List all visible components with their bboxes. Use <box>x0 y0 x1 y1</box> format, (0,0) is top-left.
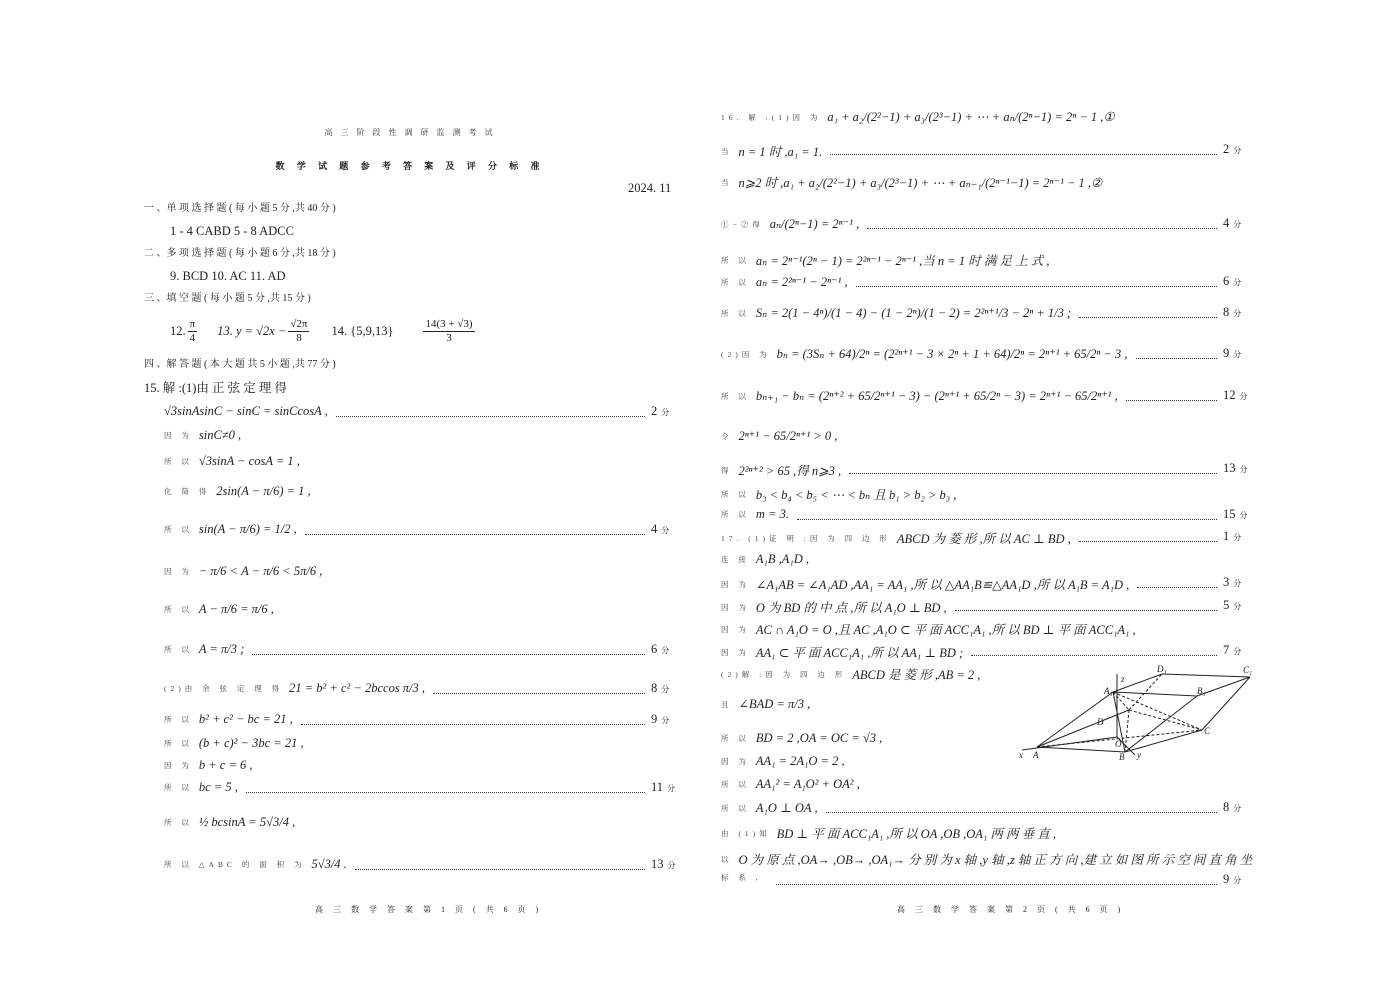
solution-line <box>721 754 845 769</box>
line-label: (2)解 :因 为 四 边 形 <box>721 669 847 679</box>
label-b: B <box>1119 752 1125 762</box>
solution-line <box>164 454 300 469</box>
solution-line <box>164 712 293 727</box>
solution-line <box>164 736 304 751</box>
solution-line <box>721 142 822 160</box>
line-expression: aₙ = 2ⁿ⁻¹(2ⁿ − 1) = 2²ⁿ⁻¹ − 2ⁿ⁻¹ ,当 n = 1 时 满 足 上 式 , <box>755 254 1050 268</box>
q12-label: 12. <box>170 324 186 338</box>
solution-line <box>721 173 1102 191</box>
line-expression: 5√3/4 . <box>311 857 347 871</box>
line-label: 因 为 <box>721 624 750 634</box>
score-unit: 分 <box>661 408 670 417</box>
leader-dots <box>1136 358 1218 359</box>
q13-fraction: $\frac{√2\pi}{8}$ <box>290 318 308 344</box>
label-x: x <box>1019 750 1023 760</box>
line-expression: 2²ⁿ⁺² > 65 ,得 n⩾3 , <box>738 464 842 478</box>
solution-line <box>164 602 274 617</box>
leader-dots <box>1079 317 1217 318</box>
label-d: D <box>1097 717 1104 727</box>
solution-line <box>721 346 1128 362</box>
section-2-heading: 二 、多 项 选 择 题 ( 每 小 题 6 分 ,共 18 分 ) <box>144 248 336 259</box>
leader-dots <box>797 519 1217 520</box>
edge-ab <box>1037 747 1125 752</box>
leader-dots <box>1137 587 1217 588</box>
score-marker <box>651 857 676 872</box>
label-c1: C₁ <box>1243 665 1253 675</box>
solution-line <box>721 620 1136 638</box>
line-label: 因 为 <box>721 602 750 612</box>
line-expression: A = π/3 ; <box>198 642 245 656</box>
line-expression: AA₁ = 2A₁O = 2 , <box>755 754 845 768</box>
score-unit: 分 <box>667 861 676 870</box>
line-label: 所 以 <box>721 510 750 519</box>
score-value: 15 <box>1223 507 1236 521</box>
line-label: 所 以 <box>721 489 750 499</box>
score-marker <box>1223 800 1241 815</box>
line-label: 17. (1)证 明 :因 为 四 边 形 <box>721 533 891 543</box>
line-expression: bc = 5 , <box>198 780 238 794</box>
line-label: 得 <box>721 465 733 475</box>
prism-figure <box>1017 662 1257 764</box>
leader-dots <box>246 792 645 793</box>
section-1-heading: 一 、单 项 选 择 题 ( 每 小 题 5 分 ,共 40 分 ) <box>144 203 336 214</box>
score-unit: 分 <box>1239 511 1248 520</box>
solution-line <box>721 643 963 661</box>
line-label: 所 以 <box>721 308 750 318</box>
exam-date: 2024. 11 <box>628 181 672 195</box>
leader-dots <box>305 534 645 535</box>
line-label: 连 接 <box>721 555 750 564</box>
score-unit: 分 <box>1233 533 1242 542</box>
solution-line <box>721 598 947 616</box>
line-label: 所 以 <box>164 818 193 827</box>
leader-dots <box>1079 541 1217 542</box>
line-expression: AC ∩ A₁O = O ,且 AC ,A₁O ⊂ 平 面 ACC₁A₁ ,所 以 BD ⊥ 平 面 ACC₁A₁ , <box>755 623 1136 637</box>
q14-fraction: $\frac{14(3 + √3)}{3}$ <box>425 318 473 344</box>
line-label: 所 以 <box>721 780 750 789</box>
score-value: 6 <box>1223 274 1230 288</box>
solution-line <box>721 777 860 792</box>
line-expression: ABCD 为 菱 形 ,所 以 AC ⊥ BD , <box>896 532 1071 546</box>
edge-d1c1 <box>1162 674 1250 677</box>
section-2-answers: 9. BCD 10. AC 11. AD <box>170 269 286 283</box>
score-unit: 分 <box>1239 392 1248 401</box>
score-marker <box>651 404 669 419</box>
score-value: 13 <box>651 857 664 871</box>
score-marker <box>1223 529 1241 544</box>
label-d1: D₁ <box>1157 664 1167 674</box>
score-value: 7 <box>1223 643 1230 657</box>
line-label: 所 以 <box>721 255 750 265</box>
line-expression: aₙ = 2²ⁿ⁻¹ − 2ⁿ⁻¹ , <box>755 275 848 289</box>
solution-line <box>721 507 789 522</box>
line-expression: 2sin(A − π/6) = 1 , <box>216 484 311 498</box>
section-3-answers <box>170 318 477 345</box>
line-expression: bₙ = (3Sₙ + 64)/2ⁿ = (2²ⁿ⁺¹ − 3 × 2ⁿ + 1 + 64)/2ⁿ = 2ⁿ⁺¹ + 65/2ⁿ − 3 , <box>776 347 1128 361</box>
leader-dots <box>867 228 1217 229</box>
line-expression: − π/6 < A − π/6 < 5π/6 , <box>198 564 323 578</box>
line-expression: 21 = b² + c² − 2bccos π/3 , <box>289 681 426 695</box>
solution-line <box>721 274 848 290</box>
line-expression: 2ⁿ⁺¹ − 65/2ⁿ⁺¹ > 0 , <box>738 429 838 443</box>
score-unit: 分 <box>1233 602 1242 611</box>
solution-line <box>164 642 244 657</box>
line-label: 所 以 <box>164 457 193 466</box>
score-marker <box>1223 575 1241 590</box>
q13-label: 13. y = √2x − <box>217 324 287 338</box>
label-z: z <box>1121 674 1125 684</box>
score-unit: 分 <box>1233 647 1242 656</box>
line-label: 所 以 <box>164 645 193 654</box>
score-value: 9 <box>651 712 658 726</box>
score-unit: 分 <box>1233 146 1242 155</box>
score-marker <box>1223 872 1241 887</box>
left-page <box>140 0 680 983</box>
score-unit: 分 <box>1233 220 1242 229</box>
edge-a1b1 <box>1113 692 1197 696</box>
line-label: 当 <box>721 146 733 156</box>
score-unit: 分 <box>1233 309 1242 318</box>
score-value: 4 <box>651 522 658 536</box>
line-label: 以 <box>721 854 733 864</box>
solution-line <box>164 857 347 872</box>
solution-line <box>164 522 297 537</box>
line-expression: b + c = 6 , <box>198 758 253 772</box>
line-expression: O 为 原 点 ,OA→ ,OB→ ,OA₁→ 分 别 为 x 轴 ,y 轴 ,z 轴 正 方 向 ,建 立 如 图 所 示 空 间 直 角 坐 <box>738 853 1253 867</box>
leader-dots <box>971 655 1217 656</box>
score-value: 4 <box>1223 216 1230 230</box>
score-marker <box>1223 305 1241 320</box>
line-label: (2)由 余 弦 定 理 得 <box>164 684 284 693</box>
leader-dots <box>1126 400 1217 401</box>
line-expression: A₁O ⊥ OA , <box>755 801 818 815</box>
line-label: 所 以 <box>721 277 750 287</box>
solution-line <box>721 216 859 232</box>
solution-line <box>164 484 311 499</box>
line-label: (2)因 为 <box>721 349 771 359</box>
solution-line <box>721 665 980 683</box>
score-unit: 分 <box>1233 579 1242 588</box>
edge-a1d <box>1113 692 1129 710</box>
solution-line <box>721 575 1129 593</box>
line-label: 由 (1)知 <box>721 828 771 838</box>
line-label: 标 系 , <box>721 873 762 882</box>
score-marker <box>1223 643 1241 658</box>
line-expression: Sₙ = 2(1 − 4ⁿ)/(1 − 4) − (1 − 2ⁿ)/(1 − 2) = 2²ⁿ⁺¹/3 − 2ⁿ + 1/3 ; <box>755 306 1072 320</box>
section-4-heading: 四 、解 答 题 ( 本 大 题 共 5 小 题 ,共 77 分 ) <box>144 359 336 370</box>
line-label: 16. 解 :(1)因 为 <box>721 112 822 122</box>
score-value: 12 <box>1223 388 1236 402</box>
score-value: 8 <box>1223 800 1230 814</box>
solution-line <box>721 305 1071 321</box>
line-label: 所 以 <box>164 525 193 534</box>
leader-dots <box>826 812 1217 813</box>
solution-line <box>721 109 1115 125</box>
score-marker <box>1223 461 1248 476</box>
score-marker <box>651 681 669 696</box>
q12-fraction: $\frac{\pi}{4}$ <box>189 318 196 344</box>
leader-dots <box>301 724 645 725</box>
score-value: 8 <box>1223 305 1230 319</box>
score-value: 11 <box>651 780 664 794</box>
page-footer: 高 三 数 学 答 案 第 1 页 ( 共 6 页 ) <box>315 905 543 914</box>
score-unit: 分 <box>661 685 670 694</box>
solution-line <box>721 872 768 883</box>
leader-dots <box>336 416 645 417</box>
score-marker <box>1223 142 1241 157</box>
leader-dots <box>830 154 1217 155</box>
solution-line <box>164 681 425 696</box>
solution-line <box>164 758 253 773</box>
line-expression: ∠BAD = π/3 , <box>738 697 811 711</box>
solution-line <box>721 850 1252 868</box>
solution-line <box>721 731 882 746</box>
q14-label: 14. {5,9,13} <box>331 324 394 338</box>
line-expression: AA₁ ⊂ 平 面 ACC₁A₁ ,所 以 AA₁ ⊥ BD ; <box>755 646 964 660</box>
line-expression: ∠A₁AB = ∠A₁AD ,AA₁ = AA₁ ,所 以 △AA₁B≌△AA₁D ,所 以 A₁B = A₁D , <box>755 578 1130 592</box>
solution-line <box>721 485 956 503</box>
leader-dots <box>355 869 645 870</box>
solution-line <box>164 564 322 579</box>
line-label: 所 以 <box>164 783 193 792</box>
score-unit: 分 <box>661 526 670 535</box>
line-label: 化 简 得 <box>164 487 211 496</box>
line-label: 且 <box>721 699 733 709</box>
line-expression: √3sinA − cosA = 1 , <box>198 454 300 468</box>
line-expression: ½ bcsinA = 5√3/4 , <box>198 815 296 829</box>
score-marker <box>651 712 669 727</box>
label-c: C <box>1204 726 1211 736</box>
score-marker <box>1223 274 1241 289</box>
solution-line <box>721 251 1049 269</box>
exam-header: 高 三 阶 段 性 调 研 监 测 考 试 <box>324 128 496 137</box>
line-expression: (b + c)² − 3bc = 21 , <box>198 736 304 750</box>
line-expression: BD ⊥ 平 面 ACC₁A₁ ,所 以 OA ,OB ,OA₁ 两 两 垂 直 , <box>776 827 1057 841</box>
solution-line <box>164 780 238 795</box>
axis-x <box>1022 737 1117 750</box>
line-label: 因 为 <box>721 757 750 766</box>
solution-line <box>721 529 1071 547</box>
line-label: 因 为 <box>164 431 193 440</box>
line-expression: BD = 2 ,OA = OC = √3 , <box>755 731 883 745</box>
score-unit: 分 <box>1233 876 1242 885</box>
line-expression: n⩾2 时 ,a₁ + a₂/(2²−1) + a₃/(2³−1) + ⋯ + aₙ₋₁/(2ⁿ⁻¹−1) = 2ⁿ⁻¹ − 1 ,② <box>738 176 1103 190</box>
score-value: 5 <box>1223 598 1230 612</box>
line-expression: A − π/6 = π/6 , <box>198 602 274 616</box>
line-label: 所 以 <box>164 715 193 724</box>
line-label: 所 以 <box>721 734 750 743</box>
line-label: 当 <box>721 177 733 187</box>
score-value: 1 <box>1223 529 1230 543</box>
score-marker <box>1223 388 1248 403</box>
line-label: 所 以 △ABC 的 面 积 为 <box>164 860 306 869</box>
line-label: 令 <box>721 431 733 441</box>
q15-title: 15. 解 :(1)由 正 弦 定 理 得 <box>144 381 288 395</box>
line-expression: b₃ < b₄ < b₅ < ⋯ < bₙ 且 b₁ > b₂ > b₃ , <box>755 488 957 502</box>
right-page <box>715 0 1255 983</box>
score-marker <box>651 642 669 657</box>
label-a: A <box>1033 750 1039 760</box>
line-label: 所 以 <box>721 391 750 401</box>
solution-line <box>164 404 328 419</box>
leader-dots <box>856 286 1217 287</box>
line-expression: n = 1 时 ,a₁ = 1. <box>738 145 823 159</box>
leader-dots <box>252 654 645 655</box>
page-footer-right: 高 三 数 学 答 案 第 2 页 ( 共 6 页 ) <box>897 905 1125 914</box>
line-label: 所 以 <box>164 605 193 614</box>
score-unit: 分 <box>661 646 670 655</box>
solution-line <box>164 815 295 830</box>
line-expression: aₙ/(2ⁿ−1) = 2ⁿ⁻¹ , <box>769 217 860 231</box>
score-value: 9 <box>1223 872 1230 886</box>
solution-line <box>164 428 241 443</box>
score-unit: 分 <box>661 716 670 725</box>
solution-line <box>721 552 809 567</box>
edge-cc1 <box>1202 677 1250 730</box>
line-expression: a₁ + a₂/(2²−1) + a₃/(2³−1) + ⋯ + aₙ/(2ⁿ−1) = 2ⁿ − 1 ,① <box>827 110 1115 124</box>
score-value: 3 <box>1223 575 1230 589</box>
line-expression: ABCD 是 菱 形 ,AB = 2 , <box>852 668 981 682</box>
score-marker <box>1223 507 1248 522</box>
line-expression: AA₁² = A₁O² + OA² , <box>755 777 860 791</box>
line-label: 所 以 <box>721 803 750 813</box>
leader-dots <box>433 693 645 694</box>
solution-line <box>721 800 818 816</box>
score-marker <box>1223 216 1241 231</box>
score-value: 2 <box>1223 142 1230 156</box>
line-expression: sinC≠0 , <box>198 428 242 442</box>
score-value: 8 <box>651 681 658 695</box>
label-o: O <box>1115 739 1122 749</box>
line-label: 因 为 <box>721 647 750 657</box>
answer-title: 数 学 试 题 参 考 答 案 及 评 分 标 准 <box>275 161 545 171</box>
line-expression: m = 3. <box>755 507 789 521</box>
line-label: 因 为 <box>721 579 750 589</box>
score-marker <box>1223 598 1241 613</box>
solution-line <box>721 388 1118 404</box>
leader-dots <box>849 473 1217 474</box>
score-marker <box>1223 346 1241 361</box>
solution-line <box>721 428 837 444</box>
line-expression: A₁B ,A₁D , <box>755 552 809 566</box>
section-1-answers: 1 - 4 CABD 5 - 8 ADCC <box>170 224 294 238</box>
solution-line <box>721 696 810 712</box>
score-value: 13 <box>1223 461 1236 475</box>
line-expression: √3sinAsinC − sinC = sinCcosA , <box>164 404 328 418</box>
score-unit: 分 <box>1233 278 1242 287</box>
score-unit: 分 <box>1233 350 1242 359</box>
line-label: 因 为 <box>164 567 193 576</box>
score-unit: 分 <box>1239 465 1248 474</box>
edge-bc <box>1125 730 1202 752</box>
solution-line <box>721 461 841 479</box>
line-label: 因 为 <box>164 761 193 770</box>
score-marker <box>651 522 669 537</box>
line-label: ①−②得 <box>721 219 764 229</box>
line-expression: bₙ₊₁ − bₙ = (2ⁿ⁺² + 65/2ⁿ⁺¹ − 3) − (2ⁿ⁺¹ + 65/2ⁿ − 3) = 2ⁿ⁺¹ − 65/2ⁿ⁺¹ , <box>755 389 1118 403</box>
score-value: 9 <box>1223 346 1230 360</box>
edge-bb1 <box>1125 696 1197 752</box>
score-marker <box>651 780 675 795</box>
line-expression: sin(A − π/6) = 1/2 , <box>198 522 297 536</box>
score-unit: 分 <box>1233 804 1242 813</box>
section-3-heading: 三 、填 空 题 ( 每 小 题 5 分 ,共 15 分 ) <box>144 293 311 304</box>
solution-line <box>721 824 1056 842</box>
leader-dots <box>776 884 1217 885</box>
label-b1: B₁ <box>1197 686 1206 696</box>
edge-dd1 <box>1129 674 1162 710</box>
score-value: 6 <box>651 642 658 656</box>
line-expression: O 为 BD 的 中 点 ,所 以 A₁O ⊥ BD , <box>755 601 947 615</box>
leader-dots <box>955 610 1217 611</box>
label-y: y <box>1137 750 1141 760</box>
line-expression: b² + c² − bc = 21 , <box>198 712 293 726</box>
score-value: 2 <box>651 404 658 418</box>
label-a1: A₁ <box>1104 686 1113 696</box>
line-label: 所 以 <box>164 739 193 748</box>
score-unit: 分 <box>667 784 676 793</box>
